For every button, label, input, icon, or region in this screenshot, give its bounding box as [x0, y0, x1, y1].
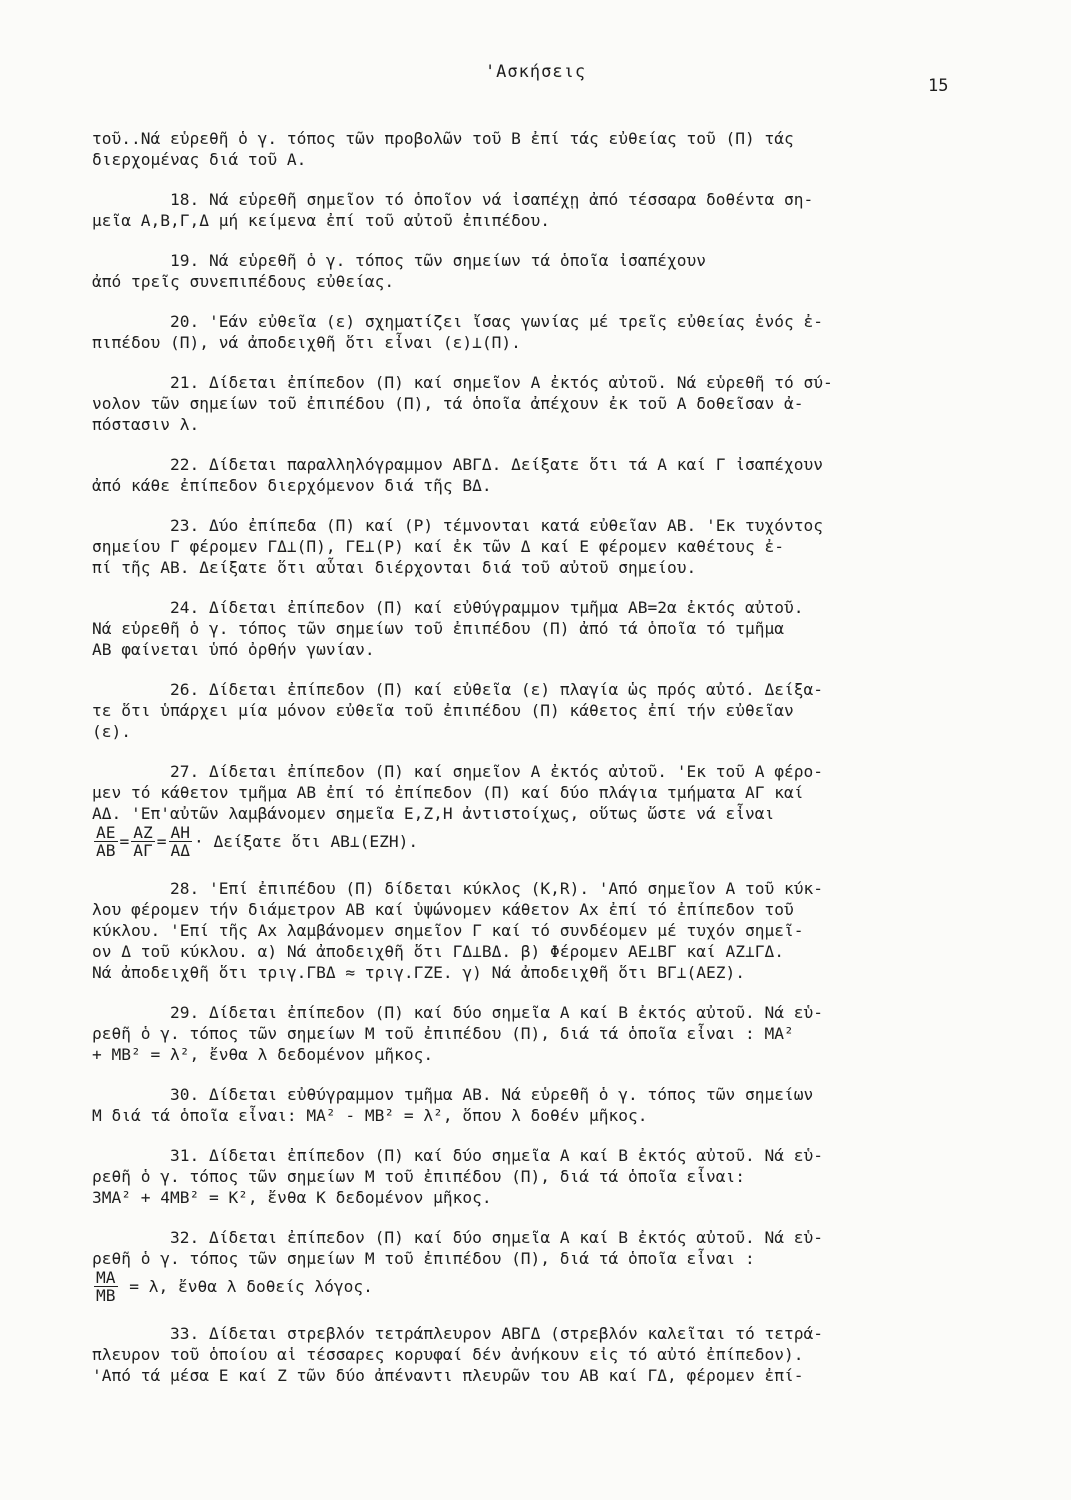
text-line: πόστασιν λ. [92, 415, 200, 434]
text-line: (ε). [92, 722, 131, 741]
ratio-equation [92, 1269, 972, 1304]
fraction-ah-ad [169, 824, 193, 859]
exercise-26 [92, 679, 972, 742]
text-line: πλευρον τοῦ ὁποίου αἱ τέσσαρες κορυφαί δέν ἀνήκουν εἰς τό αὐτό ἐπίπεδον). [92, 1345, 804, 1364]
fraction-ma-mb [94, 1269, 118, 1304]
text-line: ΑΔ. 'Επ'αὐτῶν λαμβάνομεν σημεῖα Ε,Ζ,Η ἀντιστοίχως, οὕτως ὥστε νά εἶναι [92, 804, 775, 823]
ratio-equation [92, 824, 972, 859]
fraction-denominator: ΜΒ [96, 1286, 116, 1305]
fraction-numerator: ΑΖ [133, 823, 153, 842]
text-line: ΑΒ φαίνεται ὑπό ὀρθήν γωνίαν. [92, 640, 375, 659]
text-line: 31. Δίδεται ἐπίπεδον (Π) καί δύο σημεῖα Α καί Β ἐκτός αὐτοῦ. Νά εὑ- [170, 1146, 823, 1165]
exercise-22 [92, 454, 972, 496]
text-line: ἀπό τρεῖς συνεπιπέδους εὐθείας. [92, 272, 395, 291]
fraction-denominator: ΑΔ [170, 841, 190, 860]
text-line: 19. Νά εὑρεθῆ ὁ γ. τόπος τῶν σημείων τά ὁποῖα ἰσαπέχουν [170, 251, 707, 270]
text-line: νολον τῶν σημείων τοῦ ἐπιπέδου (Π), τά ὁποῖα ἀπέχουν ἐκ τοῦ Α δοθεῖσαν ἀ- [92, 394, 804, 413]
text-line: Μ διά τά ὁποῖα εἶναι: ΜΑ² - ΜΒ² = λ², ὅπου λ δοθέν μῆκος. [92, 1106, 648, 1125]
exercise-21 [92, 372, 972, 435]
text-line: διερχομένας διά τοῦ Α. [92, 150, 307, 169]
exercise-31 [92, 1145, 972, 1208]
text-line: ρεθῆ ὁ γ. τόπος τῶν σημείων Μ τοῦ ἐπιπέδου (Π), διά τά ὁποῖα εἶναι: [92, 1167, 745, 1186]
text-line: μεῖα Α,Β,Γ,Δ μή κείμενα ἐπί τοῦ αὐτοῦ ἐπιπέδου. [92, 211, 551, 230]
text-line: ρεθῆ ὁ γ. τόπος τῶν σημείων Μ τοῦ ἐπιπέδου (Π), διά τά ὁποῖα εἶναι : ΜΑ² [92, 1024, 794, 1043]
text-line: 32. Δίδεται ἐπίπεδον (Π) καί δύο σημεῖα Α καί Β ἐκτός αὐτοῦ. Νά εὑ- [170, 1228, 823, 1247]
text-line: 33. Δίδεται στρεβλόν τετράπλευρον ΑΒΓΔ (στρεβλόν καλεῖται τό τετρά- [170, 1324, 823, 1343]
exercise-19 [92, 250, 972, 292]
fraction-az-ag [131, 824, 155, 859]
exercise-33 [92, 1323, 972, 1386]
fraction-denominator: ΑΓ [133, 841, 153, 860]
text-line: 28. 'Επί ἐπιπέδου (Π) δίδεται κύκλος (Κ,R). 'Από σημεῖον Α τοῦ κύκ- [170, 879, 823, 898]
exercise-list [92, 128, 972, 1386]
text-line: 26. Δίδεται ἐπίπεδον (Π) καί εὐθεῖα (ε) πλαγία ὡς πρός αὐτό. Δείξα- [170, 680, 823, 699]
text-line: 23. Δύο ἐπίπεδα (Π) καί (Ρ) τέμνονται κατά εὐθεῖαν ΑΒ. 'Εκ τυχόντος [170, 516, 823, 535]
fraction-ae-ab [94, 824, 118, 859]
exercise-23 [92, 515, 972, 578]
exercise-18 [92, 189, 972, 231]
fraction-numerator: ΑΗ [170, 823, 190, 842]
exercise-32 [92, 1227, 972, 1304]
text-line: ἀπό κάθε ἐπίπεδον διερχόμενον διά τῆς ΒΔ. [92, 476, 492, 495]
text-line: 30. Δίδεται εὐθύγραμμον τμῆμα ΑΒ. Νά εὑρεθῆ ὁ γ. τόπος τῶν σημείων [170, 1085, 814, 1104]
exercise-27 [92, 761, 972, 859]
text-line: τε ὅτι ὑπάρχει μία μόνον εὐθεῖα τοῦ ἐπιπέδου (Π) κάθετος ἐπί τήν εὐθεῖαν [92, 701, 794, 720]
text-line: 27. Δίδεται ἐπίπεδον (Π) καί σημεῖον Α ἐκτός αὐτοῦ. 'Εκ τοῦ Α φέρο- [170, 762, 823, 781]
text-line: 22. Δίδεται παραλληλόγραμμον ΑΒΓΔ. Δείξατε ὅτι τά Α καί Γ ἰσαπέχουν [170, 455, 823, 474]
text-line: Νά εὑρεθῆ ὁ γ. τόπος τῶν σημείων τοῦ ἐπιπέδου (Π) ἀπό τά ὁποῖα τό τμῆμα [92, 619, 784, 638]
text-line: 18. Νά εὑρεθῆ σημεῖον τό ὁποῖον νά ἰσαπέχῃ ἀπό τέσσαρα δοθέντα ση- [170, 190, 814, 209]
text-line: μεν τό κάθετον τμῆμα ΑΒ ἐπί τό ἐπίπεδον (Π) καί δύο πλάγια τμήματα ΑΓ καί [92, 783, 804, 802]
equals-sign: = [119, 831, 130, 851]
text-line: σημείου Γ φέρομεν ΓΔ⊥(Π), ΓΕ⊥(Ρ) καί ἐκ τῶν Δ καί Ε φέρομεν καθέτους ἐ- [92, 537, 784, 556]
fraction-denominator: ΑΒ [96, 841, 116, 860]
text-line: 'Από τά μέσα Ε καί Ζ τῶν δύο ἀπέναντι πλευρῶν του ΑΒ καί ΓΔ, φέρομεν ἐπί- [92, 1366, 804, 1385]
text-line: λου φέρομεν τήν διάμετρον ΑΒ καί ὑψώνομεν κάθετον Αx ἐπί τό ἐπίπεδον τοῦ [92, 900, 794, 919]
exercise-29 [92, 1002, 972, 1065]
text-line: 20. 'Εάν εὐθεῖα (ε) σχηματίζει ἴσας γωνίας μέ τρεῖς εὐθείας ἑνός ἐ- [170, 312, 823, 331]
text-line: + ΜΒ² = λ², ἔνθα λ δεδομένον μῆκος. [92, 1045, 434, 1064]
exercise-24 [92, 597, 972, 660]
fraction-numerator: ΑΕ [96, 823, 116, 842]
exercise-30 [92, 1084, 972, 1126]
text-line: ον Δ τοῦ κύκλου. α) Νά ἀποδειχθῆ ὅτι ΓΔ⊥ΒΔ. β) Φέρομεν ΑΕ⊥ΒΓ καί ΑΖ⊥ΓΔ. [92, 942, 784, 961]
text-line: Νά ἀποδειχθῆ ὅτι τριγ.ΓΒΔ ≈ τριγ.ΓΖΕ. γ) Νά ἀποδειχθῆ ὅτι ΒΓ⊥(ΑΕΖ). [92, 963, 745, 982]
exercise-continuation [92, 128, 972, 170]
page-number: 15 [928, 76, 949, 96]
text-line: 21. Δίδεται ἐπίπεδον (Π) καί σημεῖον Α ἐκτός αὐτοῦ. Νά εὑρεθῆ τό σύ- [170, 373, 833, 392]
equation-tail: = λ, ἔνθα λ δοθείς λόγος. [129, 1276, 373, 1296]
equals-sign: = [156, 831, 167, 851]
running-title: 'Ασκήσεις [484, 62, 587, 82]
text-line: πιπέδου (Π), νά ἀποδειχθῆ ὅτι εἶναι (ε)⊥(Π). [92, 333, 521, 352]
text-line: κύκλου. 'Επί τῆς Αx λαμβάνομεν σημεῖον Γ καί τό συνδέομεν μέ τυχόν σημεῖ- [92, 921, 804, 940]
exercise-20 [92, 311, 972, 353]
text-line: 29. Δίδεται ἐπίπεδον (Π) καί δύο σημεῖα Α καί Β ἐκτός αὐτοῦ. Νά εὑ- [170, 1003, 823, 1022]
fraction-numerator: ΜΑ [96, 1268, 116, 1287]
equation-tail: · Δείξατε ὅτι ΑΒ⊥(ΕΖΗ). [194, 831, 419, 851]
text-line: πί τῆς ΑΒ. Δείξατε ὅτι αὗται διέρχονται διά τοῦ αὐτοῦ σημείου. [92, 558, 697, 577]
exercise-28 [92, 878, 972, 983]
text-line: 3ΜΑ² + 4ΜΒ² = Κ², ἔνθα Κ δεδομένον μῆκος. [92, 1188, 492, 1207]
text-line: τοῦ..Νά εὑρεθῆ ὁ γ. τόπος τῶν προβολῶν τοῦ Β ἐπί τάς εὐθείας τοῦ (Π) τάς [92, 129, 794, 148]
text-line: 24. Δίδεται ἐπίπεδον (Π) καί εὐθύγραμμον τμῆμα ΑΒ=2α ἐκτός αὐτοῦ. [170, 598, 804, 617]
text-line: ρεθῆ ὁ γ. τόπος τῶν σημείων Μ τοῦ ἐπιπέδου (Π), διά τά ὁποῖα εἶναι : [92, 1249, 755, 1268]
